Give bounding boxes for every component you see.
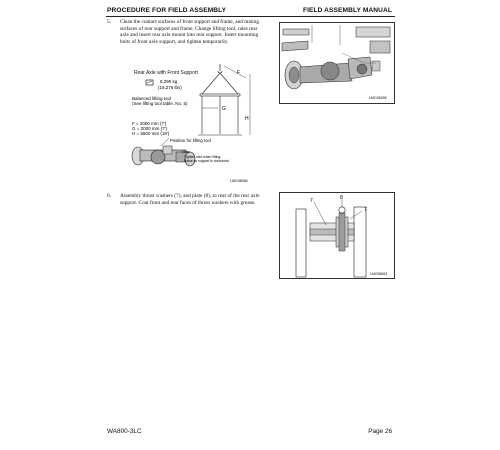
footer-page-number: Page 26 (368, 428, 392, 435)
figure-code: LMC06064 (230, 179, 248, 183)
figure-front-support (279, 22, 395, 104)
step-5-number: 5. (107, 19, 112, 25)
callout-8: 8 (340, 195, 343, 201)
figure-code: LNC06063 (370, 272, 388, 276)
step-5-line: Clean the contact surfaces of front support and frame, and mating (120, 19, 259, 25)
note-line-1: Tighten wire when lifting. (184, 155, 222, 159)
spreader-bar (200, 94, 240, 96)
step-6-number: 6. (107, 193, 112, 199)
footer-model: WA800-3LC (107, 428, 142, 435)
callout-7-left: 7 (310, 198, 313, 204)
step-5-line: axle and insert rear axle mount into rear support. Insert mounting (120, 32, 259, 39)
weight-lbs: (18,276 lbs) (158, 85, 182, 90)
callout-7-right: 7 (364, 207, 367, 213)
step-6-text (120, 193, 290, 206)
note-line-2: Raise so support is horizontal. (184, 159, 230, 163)
tool-label: Balanced lifting tool (132, 96, 172, 101)
sling-right (220, 73, 238, 94)
header-rule (106, 16, 395, 17)
step-6-line: support. Coat front and rear faces of thrust washers with grease. (120, 199, 256, 206)
tool-ref: (See lifting tool table, No. 5) (132, 101, 188, 106)
lifting-diagram (118, 62, 268, 184)
header-manual-title: FIELD ASSEMBLY MANUAL (302, 7, 392, 14)
dim-label-f: F (237, 70, 241, 76)
front-support-drawing (280, 23, 394, 103)
sling-left (202, 73, 220, 94)
lifting-hook (218, 64, 222, 73)
lifting-title: Rear Axle with Front Support (134, 70, 198, 76)
step-6-line: Assembly thrust washers (7), and plate (8), to rear of the rear axle (120, 193, 260, 199)
dim-g-value: G = 2000 mm (7') (132, 126, 167, 131)
position-label: Position for lifting tool (170, 138, 211, 143)
note-title: Note: (182, 150, 191, 154)
dim-label-g: G (222, 106, 226, 112)
dim-label-h: H (245, 116, 249, 122)
dim-f-value: F = 2000 mm (7') (132, 121, 167, 126)
dim-h-value: H = 5500 mm (18') (132, 131, 170, 136)
step-5-text (120, 19, 290, 45)
step-5-line: bolts of front axle support, and tighten temporarily. (120, 38, 229, 45)
figure-code: LMC06255 (369, 96, 387, 100)
header-section-title: PROCEDURE FOR FIELD ASSEMBLY (107, 7, 227, 14)
figure-thrust-washers (279, 192, 395, 279)
thrust-washer-drawing (280, 193, 394, 278)
weight-kg: 8,290 kg (160, 79, 178, 84)
step-5-line: surfaces of rear support and frame. Change lifting tool, raise rear (120, 25, 258, 32)
weight-icon (146, 80, 153, 85)
